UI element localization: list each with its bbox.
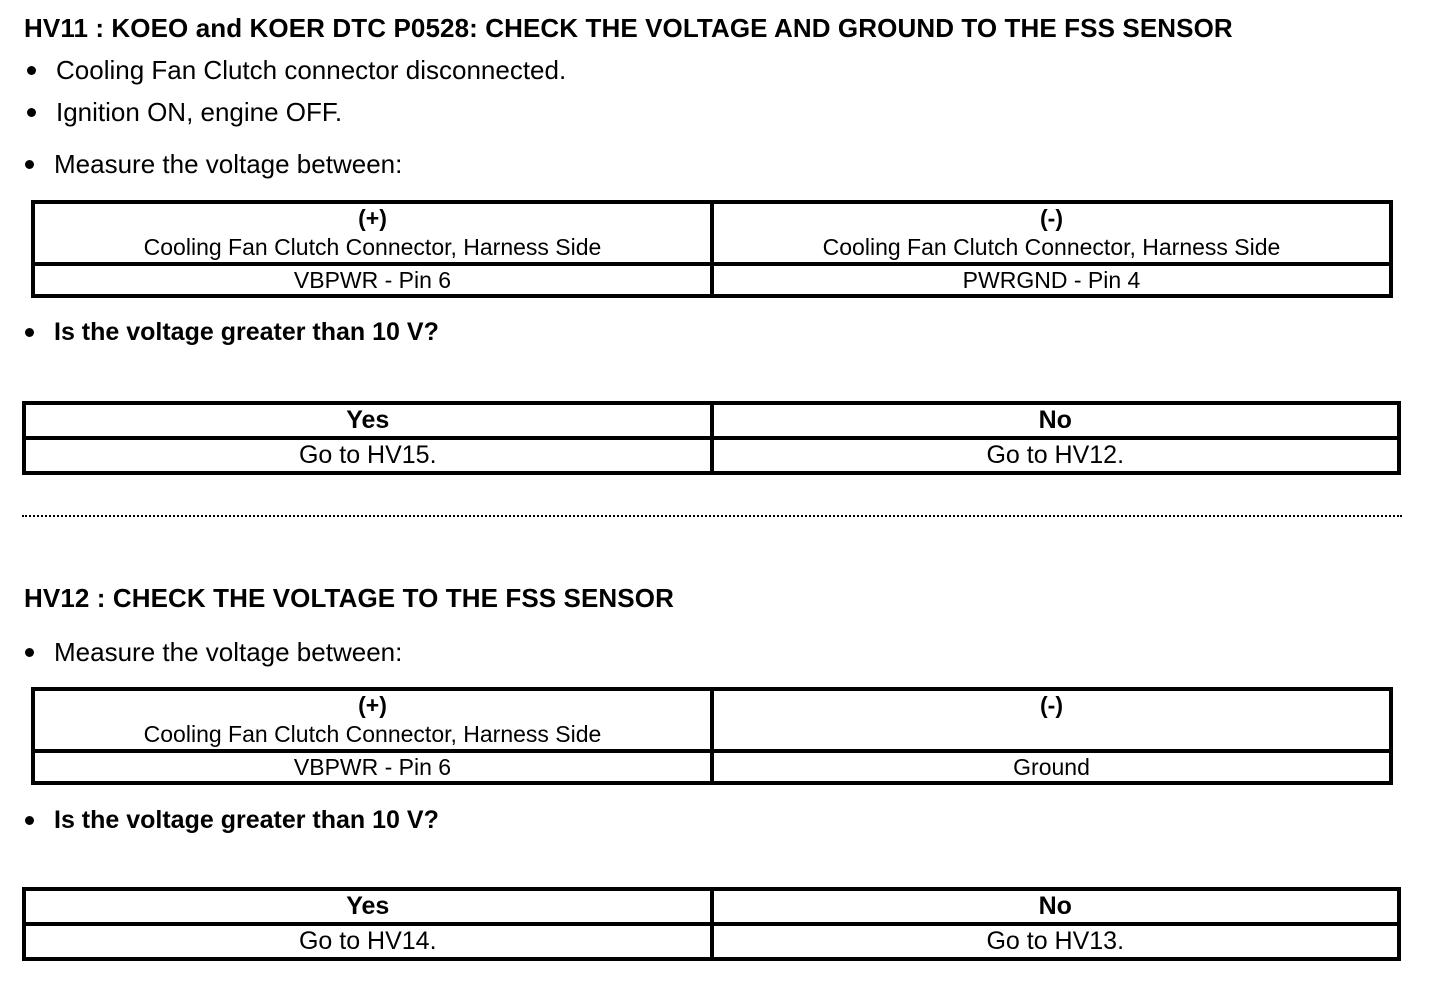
list-item	[25, 806, 439, 835]
question-text: Is the voltage greater than 10 V?	[54, 318, 439, 346]
list-item	[25, 149, 402, 180]
table-header-row	[33, 689, 1391, 751]
plus-subheader: Cooling Fan Clutch Connector, Harness Side	[143, 234, 602, 260]
no-header-cell: No	[712, 403, 1400, 438]
minus-header: (-)	[1040, 692, 1063, 718]
table-header-row	[24, 889, 1399, 924]
section-divider	[22, 515, 1402, 517]
yes-action-cell: Go to HV15.	[24, 438, 712, 473]
answer-table-hv12	[22, 887, 1401, 961]
minus-value-cell: Ground	[712, 751, 1391, 783]
measurement-table-hv11	[31, 200, 1393, 298]
table-row	[33, 751, 1391, 783]
measurement-table-hv12	[31, 687, 1393, 785]
bullet-icon	[25, 648, 34, 657]
plus-header-cell	[33, 689, 712, 751]
bullet-text: Ignition ON, engine OFF.	[56, 97, 343, 127]
section-heading-hv11: HV11 : KOEO and KOER DTC P0528: CHECK THE VOLTAGE AND GROUND TO THE FSS SENSOR	[24, 13, 1233, 43]
plus-value-cell: VBPWR - Pin 6	[33, 751, 712, 783]
table-row	[33, 264, 1391, 296]
answer-table-hv11	[22, 401, 1401, 475]
table-row	[24, 924, 1399, 959]
question-text: Is the voltage greater than 10 V?	[54, 806, 439, 834]
measure-label: Measure the voltage between:	[54, 637, 403, 667]
bullet-icon	[25, 816, 34, 825]
list-item	[27, 97, 342, 128]
list-item	[25, 637, 402, 668]
table-header-row	[33, 202, 1391, 264]
minus-subheader: Cooling Fan Clutch Connector, Harness Side	[822, 234, 1281, 260]
bullet-text: Cooling Fan Clutch connector disconnected.	[56, 55, 567, 85]
plus-subheader: Cooling Fan Clutch Connector, Harness Side	[143, 721, 602, 747]
no-action-cell: Go to HV12.	[712, 438, 1400, 473]
plus-value-cell: VBPWR - Pin 6	[33, 264, 712, 296]
bullet-icon	[27, 108, 36, 117]
minus-header-cell	[712, 202, 1391, 264]
yes-header-cell: Yes	[24, 403, 712, 438]
bullet-icon	[25, 328, 34, 337]
plus-header: (+)	[358, 205, 387, 231]
minus-header: (-)	[1040, 205, 1063, 231]
plus-header-cell	[33, 202, 712, 264]
minus-value-cell: PWRGND - Pin 4	[712, 264, 1391, 296]
plus-header: (+)	[358, 692, 387, 718]
table-header-row	[24, 403, 1399, 438]
section-heading-hv12: HV12 : CHECK THE VOLTAGE TO THE FSS SENSOR	[24, 583, 674, 613]
no-header-cell: No	[712, 889, 1400, 924]
yes-action-cell: Go to HV14.	[24, 924, 712, 959]
bullet-icon	[27, 66, 36, 75]
no-action-cell: Go to HV13.	[712, 924, 1400, 959]
measure-label: Measure the voltage between:	[54, 149, 403, 179]
minus-header-cell	[712, 689, 1391, 751]
yes-header-cell: Yes	[24, 889, 712, 924]
list-item	[25, 318, 439, 347]
bullet-icon	[25, 160, 34, 169]
table-row	[24, 438, 1399, 473]
list-item	[27, 55, 566, 86]
